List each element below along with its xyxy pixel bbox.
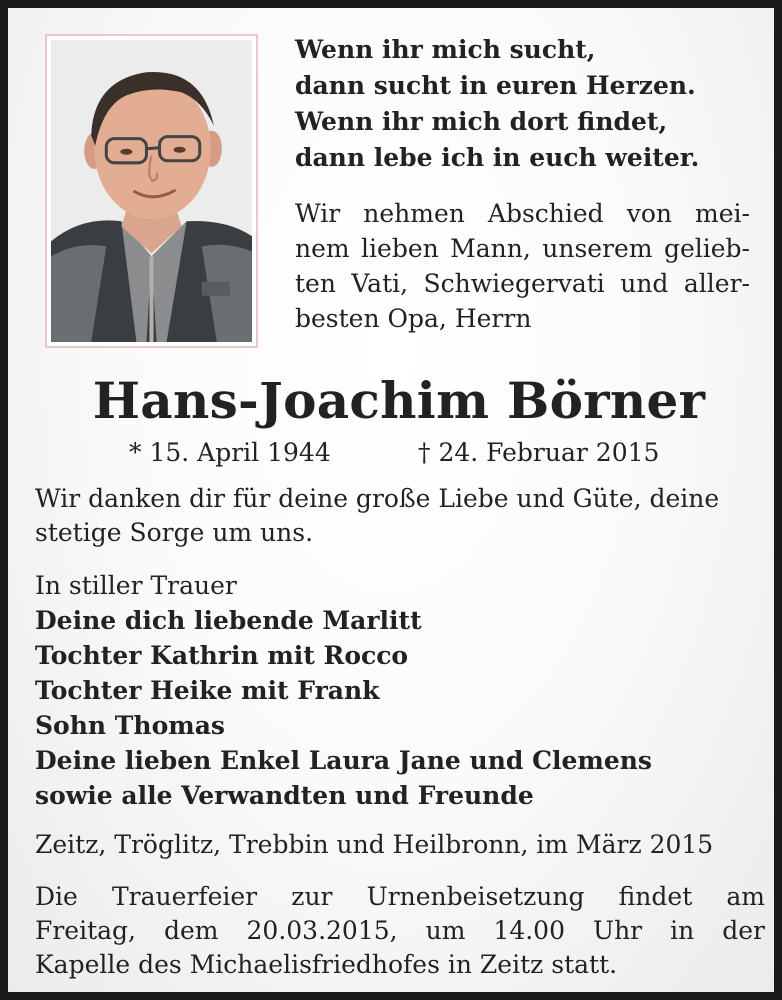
poem-line: Wenn ihr mich sucht, bbox=[295, 35, 596, 64]
funeral-line: Die Trauerfeier zur Urnenbeisetzung findet am bbox=[35, 882, 765, 911]
thanks-line: Wir danken dir für deine große Liebe und Güte, deine bbox=[35, 484, 720, 513]
deceased-name: Hans-Joachim Börner bbox=[92, 371, 706, 430]
death-date: † 24. Februar 2015 bbox=[418, 438, 660, 467]
portrait-image bbox=[51, 40, 252, 342]
farewell-text bbox=[295, 196, 750, 336]
mourner-name: sowie alle Verwandten und Freunde bbox=[35, 781, 534, 810]
funeral-line: Freitag, dem 20.03.2015, um 14.00 Uhr in der bbox=[35, 916, 765, 945]
mourner-name: Sohn Thomas bbox=[35, 711, 225, 740]
poem bbox=[295, 32, 765, 176]
poem-line: dann sucht in euren Herzen. bbox=[295, 71, 696, 100]
birth-date: * 15. April 1944 bbox=[129, 438, 331, 467]
thanks-text bbox=[35, 482, 765, 550]
mourner-name: Tochter Heike mit Frank bbox=[35, 676, 380, 705]
mourner-name: Deine lieben Enkel Laura Jane und Clemens bbox=[35, 746, 652, 775]
mourners-intro: In stiller Trauer bbox=[35, 571, 237, 600]
farewell-line: Wir nehmen Abschied von mei- bbox=[295, 199, 750, 228]
poem-line: Wenn ihr mich dort findet, bbox=[295, 107, 668, 136]
funeral-info bbox=[35, 880, 765, 982]
farewell-line: ten Vati, Schwiegervati und aller- bbox=[295, 269, 750, 298]
funeral-line: Kapelle des Michaelisfriedhofes in Zeitz statt. bbox=[35, 950, 618, 979]
farewell-line: nem lieben Mann, unserem gelieb- bbox=[295, 234, 750, 263]
poem-line: dann lebe ich in euch weiter. bbox=[295, 143, 700, 172]
mourner-name: Deine dich liebende Marlitt bbox=[35, 606, 422, 635]
place-date-line: Zeitz, Tröglitz, Trebbin und Heilbronn, im März 2015 bbox=[35, 830, 714, 859]
thanks-line: stetige Sorge um uns. bbox=[35, 518, 314, 547]
mourner-name: Tochter Kathrin mit Rocco bbox=[35, 641, 409, 670]
mourners-list bbox=[35, 568, 652, 813]
place-date bbox=[35, 828, 765, 862]
portrait-photo-frame bbox=[45, 34, 258, 348]
farewell-line: besten Opa, Herrn bbox=[295, 304, 532, 333]
portrait-photo bbox=[51, 40, 252, 342]
